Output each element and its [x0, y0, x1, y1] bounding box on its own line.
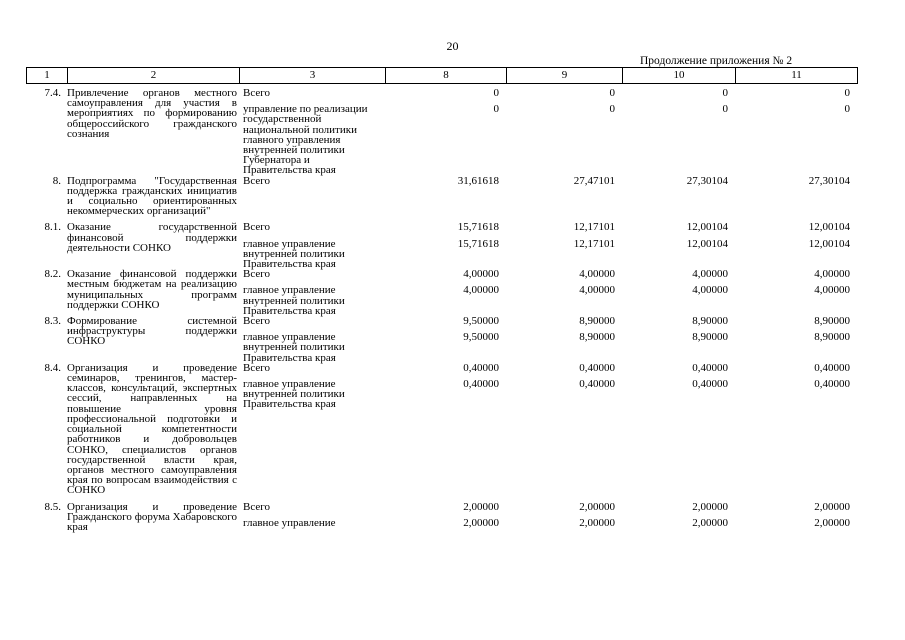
table-row — [26, 88, 857, 176]
activity-name: Оказание государственной финансовой поддержки деятельности СОНКО — [67, 221, 237, 254]
value: 0 — [493, 103, 499, 116]
value-cell — [735, 269, 857, 316]
value-cell — [506, 176, 622, 223]
value-cell — [385, 88, 506, 176]
value-cell — [506, 88, 622, 176]
activity-name: Формирование системной инфраструктуры поддержки СОНКО — [67, 315, 237, 348]
column-header: 10 — [623, 68, 736, 84]
value-cell — [735, 176, 857, 223]
column-header: 3 — [240, 68, 386, 84]
value: 0 — [722, 87, 728, 99]
value: 15,71618 — [457, 221, 499, 234]
executor-cell — [239, 222, 385, 269]
value-cell — [735, 88, 857, 176]
column-header: 1 — [27, 68, 68, 84]
row-number: 8. — [52, 174, 61, 187]
value-cell — [506, 222, 622, 269]
table-row — [26, 316, 857, 363]
value: 12,00104 — [686, 237, 728, 250]
value: 8,90000 — [814, 331, 850, 344]
activity-name: Организация и проведение Гражданского форума Хабаровского края — [67, 500, 237, 533]
value: 27,30104 — [808, 174, 850, 187]
value-cell — [622, 316, 735, 363]
value-cell — [622, 269, 735, 316]
row-number: 8.4. — [44, 361, 61, 374]
value-cell — [735, 316, 857, 363]
value-cell — [506, 502, 622, 533]
value: 8,90000 — [579, 331, 615, 344]
executor-line: Всего — [243, 268, 270, 281]
activity-name: Оказание финансовой поддержки местным бюджетам на реализацию муниципальных программ поддержки СОНКО — [67, 268, 237, 311]
value: 27,30104 — [686, 174, 728, 187]
value: 2,00000 — [579, 500, 615, 513]
value: 2,00000 — [814, 500, 850, 513]
value: 12,00104 — [808, 221, 850, 234]
value: 0 — [493, 87, 499, 99]
value: 31,61618 — [457, 174, 499, 187]
executor-line: Всего — [243, 87, 270, 99]
executor-line: Всего — [243, 500, 270, 513]
value-cell — [622, 222, 735, 269]
budget-table — [26, 88, 857, 532]
value-cell — [506, 363, 622, 502]
executor-line: Всего — [243, 221, 270, 234]
value-cell — [506, 269, 622, 316]
row-number: 8.3. — [44, 315, 61, 328]
column-header: 9 — [507, 68, 623, 84]
value-cell — [622, 363, 735, 502]
value-cell — [385, 363, 506, 502]
value: 0,40000 — [579, 361, 615, 374]
table-row — [26, 222, 857, 269]
value: 4,00000 — [579, 284, 615, 297]
value-cell — [622, 176, 735, 223]
column-header: 8 — [386, 68, 507, 84]
value: 2,00000 — [814, 516, 850, 529]
value: 27,47101 — [573, 174, 615, 187]
value: 8,90000 — [692, 315, 728, 328]
value: 2,00000 — [692, 516, 728, 529]
value-cell — [735, 502, 857, 533]
value: 12,00104 — [808, 237, 850, 250]
value: 12,17101 — [573, 237, 615, 250]
value-cell — [735, 363, 857, 502]
table-row — [26, 176, 857, 223]
executor-cell — [239, 502, 385, 533]
column-header: 11 — [736, 68, 858, 84]
value: 9,50000 — [463, 315, 499, 328]
activity-name: Организация и проведение семинаров, тренингов, мастер-классов, консультаций, экспертных сессий, направленных на повышение уровня профессиональной подготовки и социальной компетентности работников и добровольцев СОНКО, специалистов органов государственной власти края, органов местного самоуправления края по вопросам взаимодействия с СОНКО — [67, 361, 237, 497]
executor-line: главное управление внутренней политики Правительства края — [243, 284, 345, 317]
value: 0 — [609, 87, 615, 99]
executor-cell — [239, 363, 385, 502]
executor-line: управление по реализации государственной национальной политики главного управления внутренней политики Губернатора и Правительства края — [243, 103, 368, 177]
value: 9,50000 — [463, 331, 499, 344]
value: 8,90000 — [579, 315, 615, 328]
table-row — [26, 502, 857, 533]
table-row — [26, 269, 857, 316]
value: 4,00000 — [692, 268, 728, 281]
value: 2,00000 — [463, 516, 499, 529]
value: 2,00000 — [463, 500, 499, 513]
value: 0,40000 — [692, 361, 728, 374]
executor-cell — [239, 316, 385, 363]
activity-name: Привлечение органов местного самоуправления для участия в мероприятиях по формированию общероссийского гражданского сознания — [67, 87, 237, 140]
value: 0,40000 — [463, 361, 499, 374]
executor-line: главное управление внутренней политики Правительства края — [243, 331, 345, 364]
value-cell — [385, 316, 506, 363]
value: 4,00000 — [814, 268, 850, 281]
value-cell — [622, 502, 735, 533]
value: 4,00000 — [463, 284, 499, 297]
executor-line: главное управление внутренней политики Правительства края — [243, 237, 345, 271]
executor-line: главное управление внутренней политики Правительства края — [243, 378, 345, 411]
value: 4,00000 — [692, 284, 728, 297]
value: 2,00000 — [692, 500, 728, 513]
table-row — [26, 363, 857, 502]
row-number: 8.5. — [44, 500, 61, 513]
value: 4,00000 — [463, 268, 499, 281]
value: 0,40000 — [463, 378, 499, 391]
value-cell — [735, 222, 857, 269]
continuation-caption: Продолжение приложения № 2 — [640, 55, 793, 67]
value: 0,40000 — [692, 378, 728, 391]
executor-line: Всего — [243, 315, 270, 328]
value-cell — [385, 269, 506, 316]
value: 8,90000 — [692, 331, 728, 344]
value-cell — [385, 222, 506, 269]
column-header: 2 — [68, 68, 240, 84]
executor-cell — [239, 88, 385, 176]
column-header-row — [27, 68, 858, 84]
value: 8,90000 — [814, 315, 850, 328]
value-cell — [385, 502, 506, 533]
value-cell — [622, 88, 735, 176]
value: 0 — [722, 103, 728, 116]
value-cell — [385, 176, 506, 223]
executor-cell — [239, 269, 385, 316]
row-number: 8.2. — [44, 268, 61, 281]
value: 0 — [844, 103, 850, 116]
value: 0,40000 — [579, 378, 615, 391]
value: 15,71618 — [457, 237, 499, 250]
value: 4,00000 — [814, 284, 850, 297]
activity-name: Подпрограмма "Государственная поддержка гражданских инициатив и социально ориентированных некоммерческих организаций" — [67, 174, 237, 218]
value: 12,17101 — [573, 221, 615, 234]
value: 0,40000 — [814, 361, 850, 374]
row-number: 8.1. — [44, 221, 61, 234]
value: 12,00104 — [686, 221, 728, 234]
executor-cell — [239, 176, 385, 223]
column-header-table — [26, 67, 858, 84]
row-number: 7.4. — [44, 87, 61, 99]
value: 0 — [844, 87, 850, 99]
value: 0,40000 — [814, 378, 850, 391]
value: 4,00000 — [579, 268, 615, 281]
value: 0 — [609, 103, 615, 116]
executor-line: главное управление — [243, 516, 336, 529]
value: 2,00000 — [579, 516, 615, 529]
executor-line: Всего — [243, 361, 270, 374]
value-cell — [506, 316, 622, 363]
executor-line: Всего — [243, 174, 270, 187]
page-number: 20 — [446, 39, 459, 53]
